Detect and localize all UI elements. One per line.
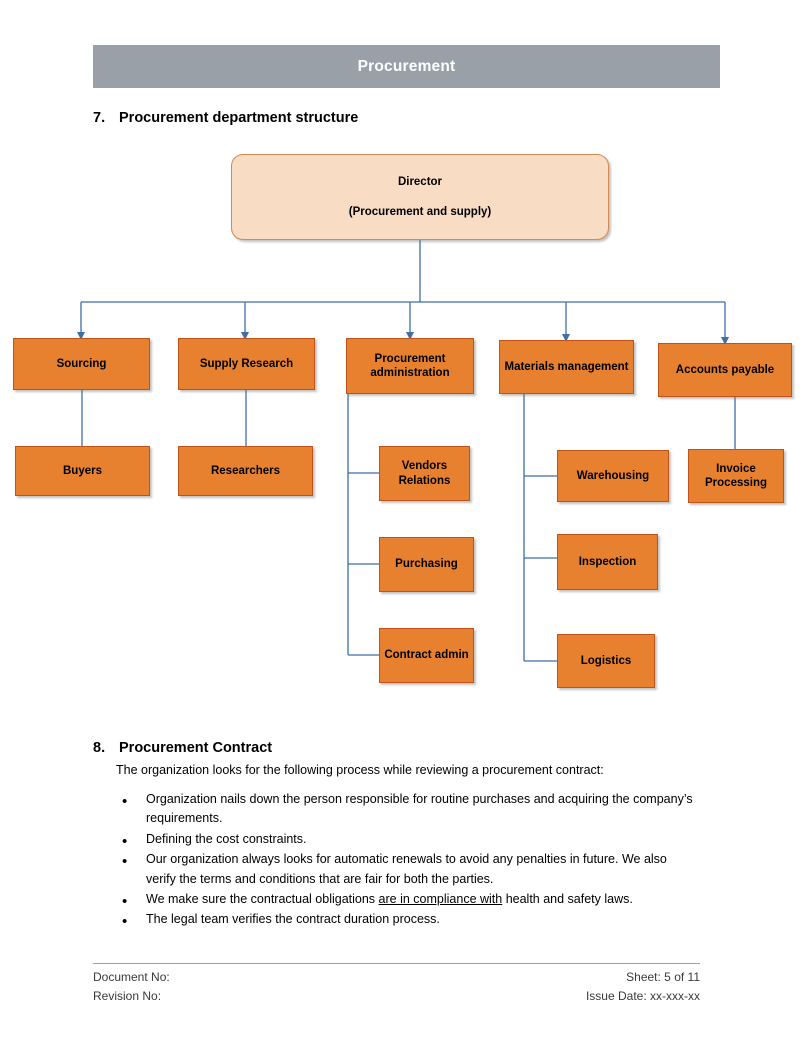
banner-title: Procurement (357, 57, 456, 75)
contract-bullet-list (116, 790, 696, 931)
underlined-phrase: are in compliance with (378, 891, 503, 906)
footer-revision-no: Revision No: (93, 989, 162, 1004)
section-heading-8 (93, 740, 272, 756)
org-node-label: Sourcing (56, 357, 107, 370)
section-title-7: Procurement department structure (119, 110, 359, 126)
org-node-label: Vendors Relations (398, 460, 451, 487)
org-node-director-subtitle: (Procurement and supply) (348, 206, 492, 218)
org-node-label: Invoice Processing (705, 462, 767, 489)
list-item: • Our organization always looks for automatic renewals to avoid any penalties in future. We also verify the terms and conditions that are fair for both the parties. (116, 850, 696, 889)
page-footer (93, 968, 700, 1006)
org-node-director-title: Director (397, 175, 443, 188)
list-item: • We make sure the contractual obligations are in compliance with health and safety laws. (116, 890, 696, 909)
org-node-label: Contract admin (384, 649, 469, 662)
footer-row-bottom (93, 987, 700, 1006)
footer-issue-date: Issue Date: xx-xxx-xx (585, 989, 700, 1004)
org-node-label: Warehousing (576, 469, 650, 482)
footer-sheet: Sheet: 5 of 11 (626, 970, 700, 984)
org-node-label: Procurement administration (370, 352, 450, 379)
org-node-label: Purchasing (395, 558, 458, 571)
section-number-8: 8. (93, 740, 106, 756)
org-node-label: Supply Research (199, 357, 294, 370)
org-node-label: Logistics (580, 654, 632, 667)
contract-intro-text: The organization looks for the following process while reviewing a procurement contract: (116, 763, 604, 777)
section-number-7: 7. (93, 110, 106, 126)
list-item: • The legal team verifies the contract duration process. (116, 910, 696, 929)
section-title-8: Procurement Contract (119, 740, 273, 756)
list-item: • Organization nails down the person responsible for routine purchases and acquiring the company’s requirements. (116, 790, 696, 829)
org-node-label: Researchers (210, 464, 281, 477)
list-item: • Defining the cost constraints. (116, 830, 696, 849)
org-node-label: Inspection (578, 555, 637, 568)
footer-divider (93, 963, 700, 964)
footer-row-top (93, 968, 700, 987)
footer-document-no: Document No: (93, 970, 170, 984)
org-node-label: Accounts payable (675, 363, 775, 376)
org-node-label: Materials management (504, 360, 629, 373)
org-node-label: Buyers (63, 464, 102, 477)
